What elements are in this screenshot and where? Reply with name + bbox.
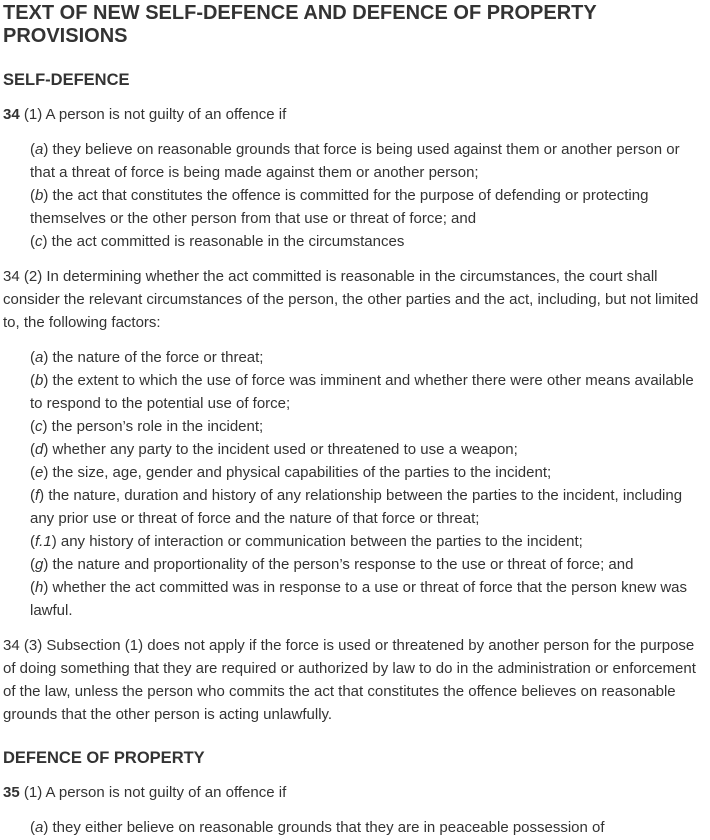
section-number: 35	[3, 784, 20, 801]
paragraph: 35 (1) A person is not guilty of an offence if	[3, 784, 287, 801]
item-letter: b	[35, 187, 44, 204]
list-item: (b) the extent to which the use of force was imminent and whether there were other means available to respond to the potential use of force;	[30, 372, 694, 412]
item-letter: a	[35, 349, 44, 366]
list-item: (f) the nature, duration and history of any relationship between the parties to the incident, including any prior use or threat of force and the nature of that force or threat;	[30, 487, 683, 527]
list-item: (d) whether any party to the incident used or threatened to use a weapon;	[30, 441, 518, 458]
page-title: TEXT OF NEW SELF-DEFENCE AND DEFENCE OF PROPERTY PROVISIONS	[3, 2, 597, 47]
list-item: (a) they either believe on reasonable grounds that they are in peaceable possession of	[30, 819, 605, 836]
list-item: (a) the nature of the force or threat;	[30, 349, 264, 366]
item-letter: f	[35, 487, 40, 504]
list-item: (f.1) any history of interaction or communication between the parties to the incident;	[30, 533, 583, 550]
document-body	[3, 70, 708, 839]
item-letter: a	[35, 141, 44, 158]
list-item: (a) they believe on reasonable grounds that force is being used against them or another person or that a threat of force is being made against them or another person;	[30, 141, 680, 181]
item-letter: h	[35, 579, 44, 596]
item-letter: c	[35, 233, 43, 250]
paragraph: 34 (3) Subsection (1) does not apply if the force is used or threatened by another person for the purpose of doing something that they are required or authorized by law to do in the administration or enforcement of the law, unless the person who commits the act that constitutes the offence believes on reasonable grounds that the other person is acting unlawfully.	[3, 637, 696, 723]
paragraph: 34 (1) A person is not guilty of an offence if	[3, 106, 287, 123]
provision-list	[3, 816, 708, 839]
item-letter: g	[35, 556, 44, 573]
item-letter: a	[35, 819, 44, 836]
item-letter: f.1	[35, 533, 52, 550]
list-item: (c) the person’s role in the incident;	[30, 418, 264, 435]
provision-list	[3, 346, 708, 622]
list-item: (e) the size, age, gender and physical capabilities of the parties to the incident;	[30, 464, 552, 481]
item-letter: e	[35, 464, 44, 481]
section-heading: SELF-DEFENCE	[3, 71, 130, 89]
list-item: (c) the act committed is reasonable in the circumstances	[30, 233, 405, 250]
list-item: (b) the act that constitutes the offence is committed for the purpose of defending or protecting themselves or the other person from that use or threat of force; and	[30, 187, 649, 227]
section-heading: DEFENCE OF PROPERTY	[3, 749, 205, 767]
provision-list	[3, 138, 708, 253]
item-letter: c	[35, 418, 43, 435]
paragraph: 34 (2) In determining whether the act committed is reasonable in the circumstances, the court shall consider the relevant circumstances of the person, the other parties and the act, including, but not limited to, the following factors:	[3, 268, 699, 331]
item-letter: b	[35, 372, 44, 389]
item-letter: d	[35, 441, 44, 458]
section-number: 34	[3, 106, 20, 123]
list-item: (g) the nature and proportionality of the person’s response to the use or threat of force; and	[30, 556, 634, 573]
list-item: (h) whether the act committed was in response to a use or threat of force that the person knew was lawful.	[30, 579, 688, 619]
